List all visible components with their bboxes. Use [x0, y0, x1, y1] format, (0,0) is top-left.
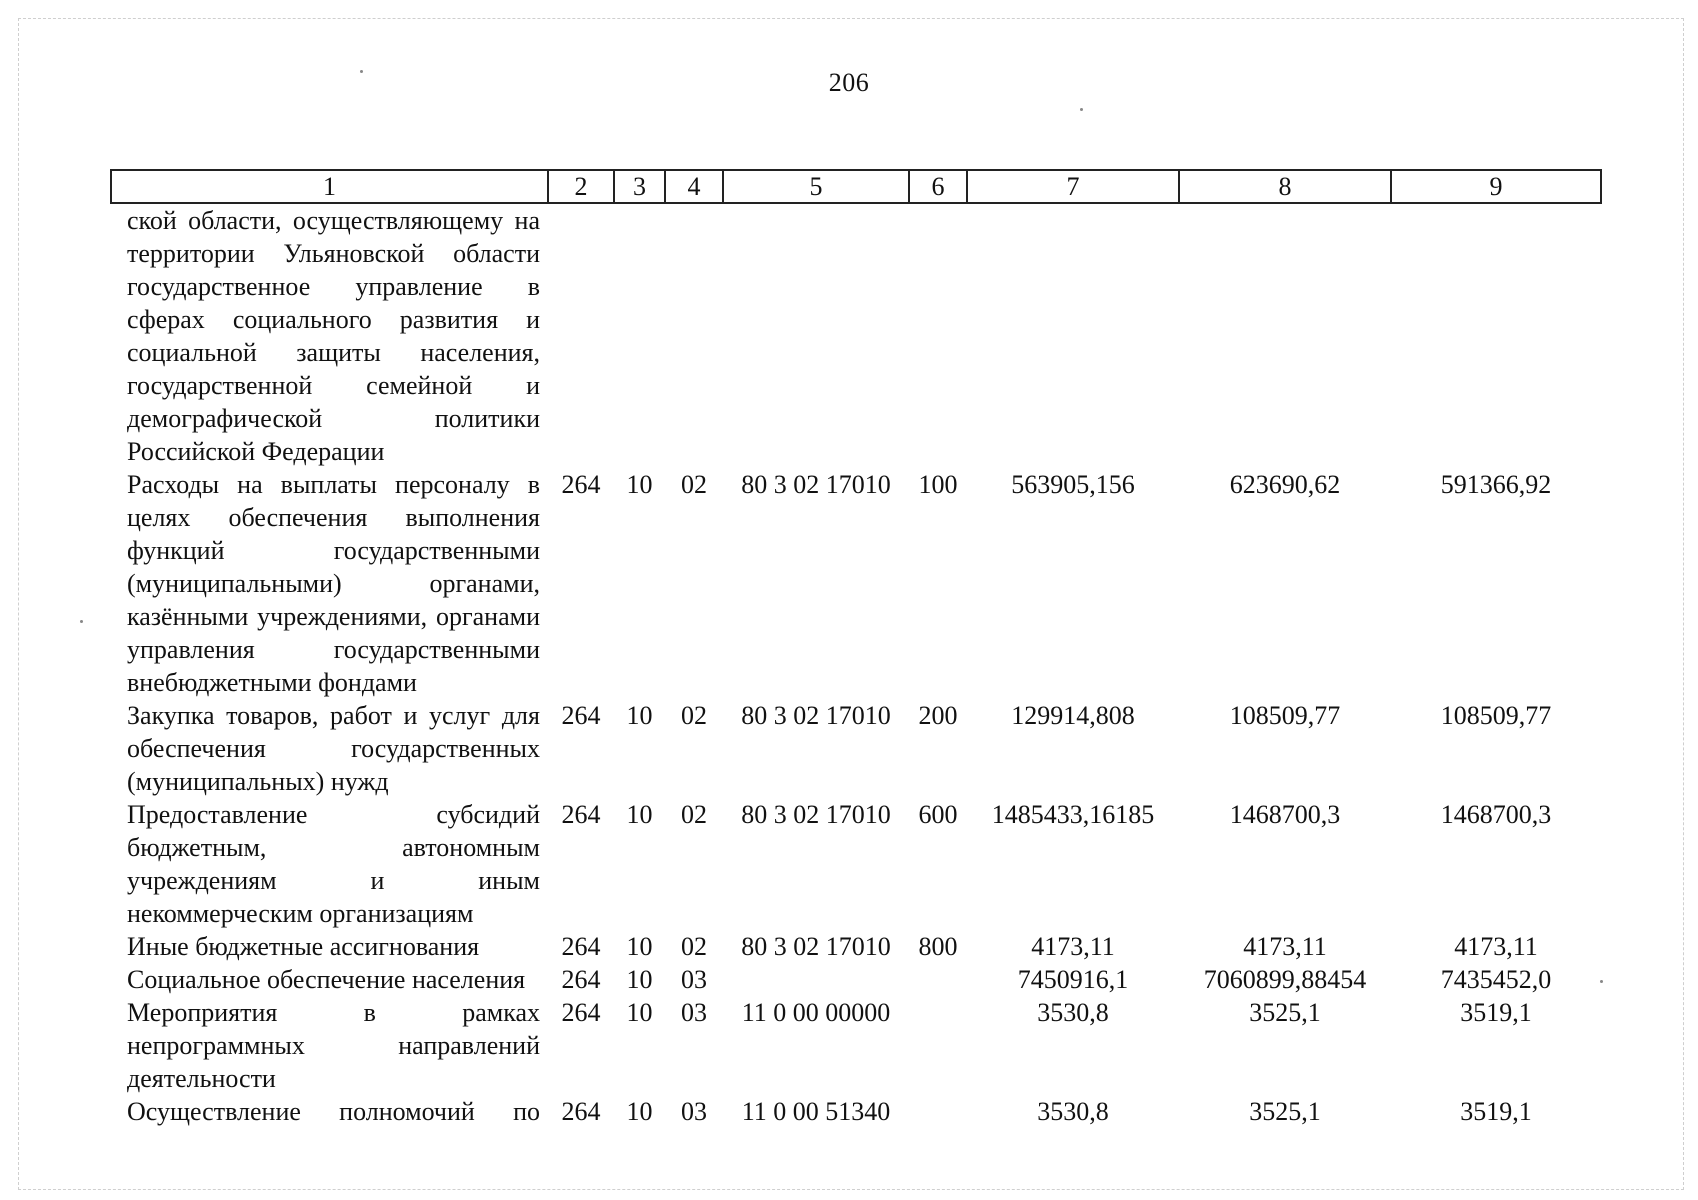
row-description: Иные бюджетные ассигнования	[127, 932, 480, 961]
row-section-code	[614, 203, 665, 468]
header-col-9: 9	[1391, 170, 1601, 203]
header-col-4: 4	[665, 170, 723, 203]
row-target-article: 80 3 02 17010	[741, 701, 891, 730]
table-body	[111, 203, 1601, 1128]
table-row	[111, 203, 1601, 468]
row-description: Предоставление субсидий бюджетным, автономным учреждениям и иным некоммерческим организациям	[127, 800, 540, 928]
row-amount-col7: 3530,8	[1037, 1097, 1109, 1126]
header-col-5: 5	[723, 170, 909, 203]
header-col-3: 3	[614, 170, 665, 203]
row-subsection-code: 02	[681, 800, 707, 829]
table-row	[111, 699, 1601, 798]
row-amount-col8: 7060899,88454	[1203, 965, 1367, 994]
row-target-article	[723, 203, 909, 468]
row-department-code	[548, 203, 614, 468]
row-target-article: 11 0 00 00000	[741, 998, 891, 1027]
header-col-8: 8	[1179, 170, 1391, 203]
row-amount-col9: 7435452,0	[1440, 965, 1552, 994]
row-section-code: 10	[626, 965, 653, 994]
page-number: 206	[828, 68, 870, 97]
table-row	[111, 1095, 1601, 1128]
header-col-1: 1	[111, 170, 548, 203]
row-amount-col7: 3530,8	[1037, 998, 1109, 1027]
budget-table	[110, 169, 1602, 1128]
row-amount-col9: 3519,1	[1460, 998, 1532, 1027]
row-expense-type: 800	[918, 932, 958, 961]
header-col-7: 7	[967, 170, 1179, 203]
row-amount-col7: 129914,808	[1011, 701, 1135, 730]
row-amount-col8: 4173,11	[1243, 932, 1327, 961]
row-department-code: 264	[561, 800, 601, 829]
table-row	[111, 798, 1601, 930]
row-department-code: 264	[561, 701, 601, 730]
table-row	[111, 468, 1601, 699]
row-target-article: 80 3 02 17010	[741, 800, 891, 829]
row-expense-type: 200	[918, 701, 958, 730]
scan-speck	[1080, 108, 1083, 111]
row-amount-col9: 4173,11	[1454, 932, 1538, 961]
row-department-code: 264	[561, 470, 601, 499]
row-amount-col7	[967, 203, 1179, 468]
row-subsection-code: 03	[681, 965, 707, 994]
header-row	[111, 170, 1601, 203]
table-header	[111, 170, 1601, 203]
row-expense-type: 100	[918, 470, 958, 499]
row-description: Расходы на выплаты персоналу в целях обеспечения выполнения функций государственными (муниципальными) органами, казёнными учреждениями, органами управления государственными внебюджетными фондами	[127, 470, 540, 697]
row-target-article: 80 3 02 17010	[741, 932, 891, 961]
row-section-code: 10	[626, 998, 653, 1027]
row-amount-col9: 1468700,3	[1440, 800, 1552, 829]
row-subsection-code: 02	[681, 932, 707, 961]
row-expense-type	[909, 996, 967, 1095]
header-col-6: 6	[909, 170, 967, 203]
row-amount-col8: 108509,77	[1229, 701, 1341, 730]
scan-speck	[80, 620, 83, 623]
scan-speck	[1600, 980, 1603, 983]
row-description: Мероприятия в рамках непрограммных направлений деятельности	[127, 998, 540, 1093]
table-row	[111, 996, 1601, 1095]
row-department-code: 264	[561, 1097, 601, 1126]
row-amount-col7: 4173,11	[1031, 932, 1115, 961]
row-expense-type	[909, 1095, 967, 1128]
row-amount-col8: 3525,1	[1249, 1097, 1321, 1126]
row-description: Осуществление полномочий по	[127, 1097, 540, 1126]
header-col-2: 2	[548, 170, 614, 203]
row-section-code: 10	[626, 1097, 653, 1126]
row-description: Социальное обеспечение населения	[127, 965, 526, 994]
row-amount-col7: 7450916,1	[1017, 965, 1129, 994]
row-expense-type	[909, 963, 967, 996]
table-row	[111, 963, 1601, 996]
row-section-code: 10	[626, 470, 653, 499]
scan-speck	[360, 70, 363, 73]
row-amount-col9: 108509,77	[1440, 701, 1552, 730]
row-section-code: 10	[626, 701, 653, 730]
row-expense-type	[909, 203, 967, 468]
row-description: ской области, осуществляющему на территории Ульяновской области государственное управление в сферах социального развития и социальной защиты населения, государственной семейной и демографической политики Российской Федерации	[127, 206, 540, 466]
row-amount-col7: 1485433,16185	[991, 800, 1155, 829]
row-department-code: 264	[561, 932, 601, 961]
row-amount-col8: 623690,62	[1229, 470, 1341, 499]
row-amount-col8	[1179, 203, 1391, 468]
row-amount-col8: 3525,1	[1249, 998, 1321, 1027]
row-subsection-code: 02	[681, 701, 707, 730]
row-target-article: 11 0 00 51340	[741, 1097, 891, 1126]
row-amount-col7: 563905,156	[1011, 470, 1135, 499]
row-amount-col9	[1391, 203, 1601, 468]
row-section-code: 10	[626, 932, 653, 961]
row-description: Закупка товаров, работ и услуг для обеспечения государственных (муниципальных) нужд	[127, 701, 540, 796]
row-department-code: 264	[561, 965, 601, 994]
row-target-article	[723, 963, 909, 996]
table-row	[111, 930, 1601, 963]
row-target-article: 80 3 02 17010	[741, 470, 891, 499]
row-subsection-code: 02	[681, 470, 707, 499]
row-department-code: 264	[561, 998, 601, 1027]
row-subsection-code: 03	[681, 998, 707, 1027]
row-subsection-code: 03	[681, 1097, 707, 1126]
row-amount-col9: 3519,1	[1460, 1097, 1532, 1126]
row-amount-col8: 1468700,3	[1229, 800, 1341, 829]
row-expense-type: 600	[918, 800, 958, 829]
row-subsection-code	[665, 203, 723, 468]
row-section-code: 10	[626, 800, 653, 829]
row-amount-col9: 591366,92	[1440, 470, 1552, 499]
